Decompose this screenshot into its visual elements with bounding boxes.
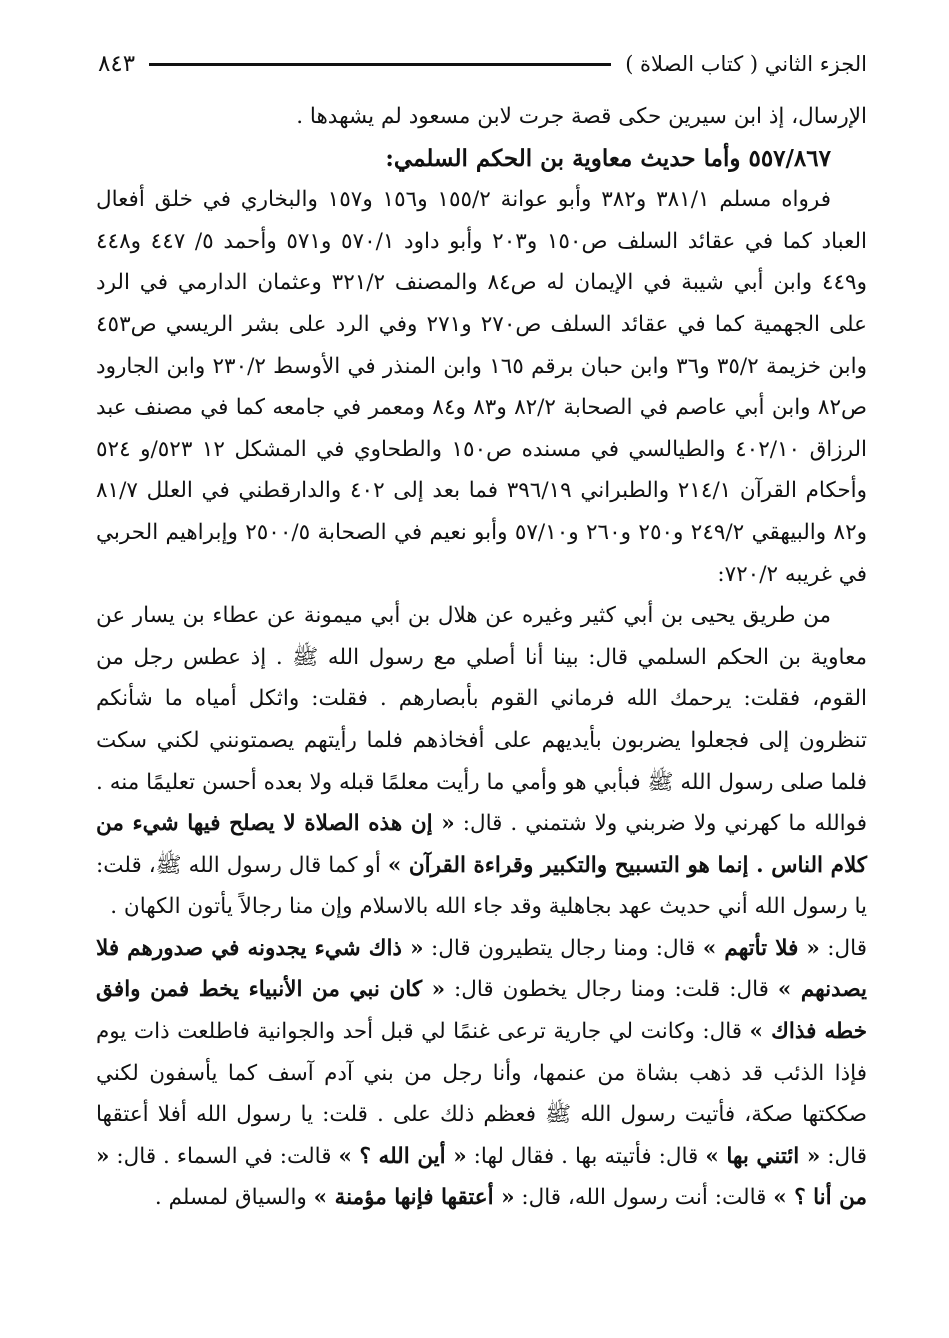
section-heading: ٥٥٧/٨٦٧ وأما حديث معاوية بن الحكم السلمي: [385,144,831,172]
hadith-narration: قالت: أنت رسول الله، قال: [521,1185,767,1211]
paragraph-sources: فرواه مسلم ٣٨١/١ و٣٨٢ وأبو عوانة ١٥٥/٢ و١٥٦ و١٥٧ والبخاري في خلق أفعال العباد كما في عقائد السلف ص١٥٠ و٢٠٣ وأبو داود ٥٧٠/١ و٥٧١ وأحمد ٥/ ٤٤٧ و٤٤٨ و٤٤٩ وابن أبي شيبة في الإيمان له ص٨٤ والمصنف ٣٢١/٢ وعثمان الدارمي في الرد على الجهمية كما في عقائد السلف ص٢٧٠ و٢٧١ وفي الرد على بشر الريسي ص٤٥٣ وابن خزيمة ٣٥/٢ و٣٦ وابن حبان برقم ١٦٥ وابن المنذر في الأوسط ٢٣٠/٢ وابن الجارود ص٨٢ وابن أبي عاصم في الصحابة ٨٢/٢ و٨٣ و٨٤ ومعمر في جامعه كما في مصنف عبد الرزاق ٤٠٢/١٠ والطيالسي في مسنده ص١٥٠ والطحاوي في المشكل ١٢ ٥٢٣/و ٥٢٤ وأحكام القرآن ٢١٤/١ والطبراني ٣٩٦/١٩ فما بعد إلى ٤٠٢ والدارقطني في العلل ٨١/٧ و٨٢ والبيهقي ٢٤٩/٢ و٢٥٠ و٢٦٠ و٥٧/١٠ وأبو نعيم في الصحابة ٢٥٠٠/٥ وإبراهيم الحربي في غريبه ٧٢٠/٢: [96,187,868,587]
prophetic-quote: « ذاك شيء يجدونه في صدورهم فلا يصدنهم » [96,935,867,1003]
hadith-narration: أو كما قال رسول الله ﷺ، قلت: يا رسول الله أني حديث عهد بجاهلية وقد جاء الله بالاسلام وإن منا رجالاً يأتون الكهان . [96,852,867,920]
paragraph-continuation: الإرسال، إذ ابن سيرين حكى قصة جرت لابن مسعود لم يشهدها . [296,104,867,129]
hadith-narration: من طريق يحيى بن أبي كثير وغيره عن هلال بن أبي ميمونة عن عطاء بن يسار عن معاوية بن الحكم السلمي قال: بينا أنا أصلي مع رسول الله ﷺ . إذ عطس رجل من القوم، فقلت: يرحمك الله فرماني القوم بأبصارهم . فقلت: واثكل أمياه ما شأنكم تنظرون إلى فجعلوا يضربون بأيديهم على أفخاذهم فلما رأيتهم يصمتونني لكني سكت فلما صلى رسول الله ﷺ فبأبي هو وأمي ما رأيت معلمًا قبله ولا بعده أحسن تعليمًا منه . فوالله ما كهرني ولا ضربني ولا شتمني . قال: [96,603,867,837]
prophetic-quote: « أين الله ؟ » [338,1143,467,1169]
hadith-narration: قال: قلت: ومنا رجال يخطون قال: [453,977,769,1003]
prophetic-quote: « أعتقها فإنها مؤمنة » [313,1185,515,1211]
prophetic-quote: « من أنا ؟ » [96,1143,867,1211]
page-number: ٨٤٣ [98,51,136,77]
hadith-narration: قالت: في السماء . قال: [116,1143,332,1169]
hadith-narration: قال: وكانت لي جارية ترعى غنمًا لي قبل أحد والجوانية فاطلعت ذات يوم فإذا الذئب قد ذهب بشاة من عنمها، وأنا رجل من بني آدم آسف كما يأسفون لكني صككتها صكة، فأتيت رسول الله ﷺ فعظم ذلك على . قلت: يا رسول الله أفلا أعتقها قال: [96,1019,867,1169]
hadith-narration: قال: [827,935,867,961]
header-rule [149,63,611,66]
page-header [98,44,867,84]
hadith-narration: قال: ومنا رجال يتطيرون قال: [430,935,696,961]
hadith-narration: قال: فأتيته بها . فقال لها: [473,1143,699,1169]
page-body [96,96,867,1219]
paragraph-hadith-text [96,595,867,928]
prophetic-quote: « ائتني بها » [705,1143,821,1169]
paragraph-hadith-continuation [96,928,867,1219]
hadith-narration: والسياق لمسلم . [154,1185,307,1211]
prophetic-quote: « إن هذه الصلاة لا يصلح فيها شيء من كلام الناس . إنما هو التسبيح والتكبير وقراءة القرآن » [96,811,868,878]
prophetic-quote: « كان نبي من الأنبياء يخط فمن وافق خطه فذاك » [96,977,867,1045]
running-title: الجزء الثاني ( كتاب الصلاة ) [625,52,867,76]
prophetic-quote: « فلا تأتهم » [702,935,820,961]
